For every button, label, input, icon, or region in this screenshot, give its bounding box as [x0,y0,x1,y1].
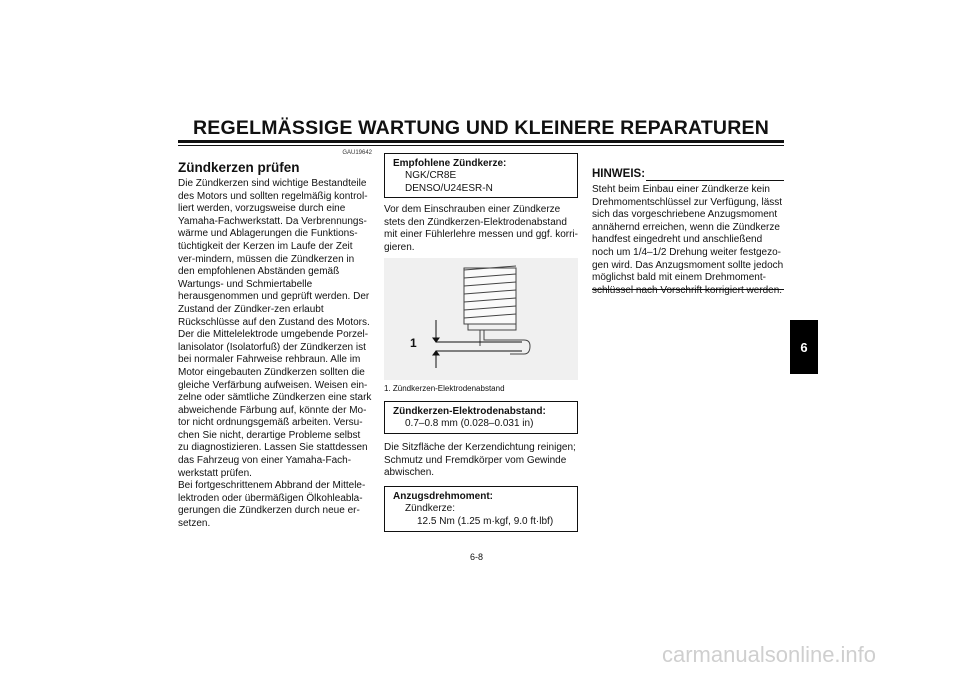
figure-callout-number: 1 [410,336,417,350]
page-header-title: REGELMÄSSIGE WARTUNG UND KLEINERE REPARATUREN [193,117,769,139]
body-paragraph: Die Zündkerzen sind wichtige Bestandteile des Motors und sollten regelmäßig kontrol-liert werden, vorzugsweise durch eine Yamaha-Fachwerkstatt. Da Verbrennungs-wärme und Ablagerungen die Funktions-tüchtigkeit der Kerzen im Laufe der Zeit ver-mindern, müssen die Zündkerzen in den empfohlenen Abständen gemäß Wartungs- und Schmiertabelle herausgenommen und geprüft werden. Der Zustand der Zündker-zen erlaubt Rückschlüsse auf den Zustand des Motors. [178,178,370,328]
figure-caption: 1. Zündkerzen-Elektrodenabstand [384,384,505,393]
body-paragraph: Vor dem Einschrauben einer Zündkerze stets den Zündkerzen-Elektrodenabstand mit einer Fühlerlehre messen und ggf. korri-gieren. [384,204,578,253]
spec-item: Zündkerze: [405,503,456,515]
body-paragraph: Die Sitzfläche der Kerzendichtung reinigen; Schmutz und Fremdkörper vom Gewinde abwischen. [384,442,576,479]
section-title: Zündkerzen prüfen [178,160,300,175]
spec-value: NGK/CR8E [405,170,457,182]
spec-box-title: Zündkerzen-Elektrodenabstand: [393,406,546,417]
hinweis-top-rule [646,180,784,181]
header-rule [178,140,784,143]
spec-box-title: Empfohlene Zündkerze: [393,158,507,169]
header-rule-thin [178,145,784,146]
watermark: carmanualsonline.info [662,642,877,667]
hinweis-text: Steht beim Einbau einer Zündkerze kein Drehmomentschlüssel zur Verfügung, lässt sich das vorgeschriebene Anzugsmoment annähernd erreichen, wenn die Zündkerze handfest eingedreht und anschließend noch um 1/4–1/2 Drehung weiter festgezo-gen wird. Das Anzugsmoment sollte jedoch möglichst bald mit einem Drehmoment-schlüssel nach Vorschrift korrigiert werden. [592,184,784,296]
spec-box-electrode-gap [384,401,578,434]
page-number: 6-8 [470,552,484,562]
spec-box-torque [384,486,578,532]
spark-plug-figure [384,258,578,380]
spec-value: 12.5 Nm (1.25 m·kgf, 9.0 ft·lbf) [417,515,554,527]
spec-box-title: Anzugsdrehmoment: [393,491,493,502]
spark-plug-illustration [384,258,578,380]
reference-code: GAU19642 [342,150,372,156]
body-paragraph: Bei fortgeschrittenem Abbrand der Mittele-lektroden oder übermäßigen Ölkohleabla-gerungen die Zündkerzen durch neue er-setzen. [178,480,366,530]
spec-box-recommended-plug [384,153,578,198]
hinweis-label: HINWEIS: [592,168,646,180]
hinweis-bottom-rule [592,289,784,290]
chapter-tab: 6 [790,320,818,374]
body-paragraph: Der die Mittelelektrode umgebende Porzel-lanisolator (Isolatorfuß) der Zündkerzen ist bei normaler Fahrweise rehbraun. Alle im Motor eingebauten Zündkerzen sollten die gleiche Verfärbung aufweisen. Weisen ein-zelne oder sämtliche Zündkerzen eine stark abweichende Färbung auf, könnte der Mo-tor nicht ordnungsgemäß arbeiten. Versu-chen Sie nicht, derartige Probleme selbst zu diagnostizieren. Lassen Sie stattdessen das Fahrzeug von einer Yamaha-Fach-werkstatt prüfen. [178,329,372,479]
spec-value: DENSO/U24ESR-N [405,182,493,194]
spec-value: 0.7–0.8 mm (0.028–0.031 in) [405,418,534,430]
left-column [178,150,372,531]
